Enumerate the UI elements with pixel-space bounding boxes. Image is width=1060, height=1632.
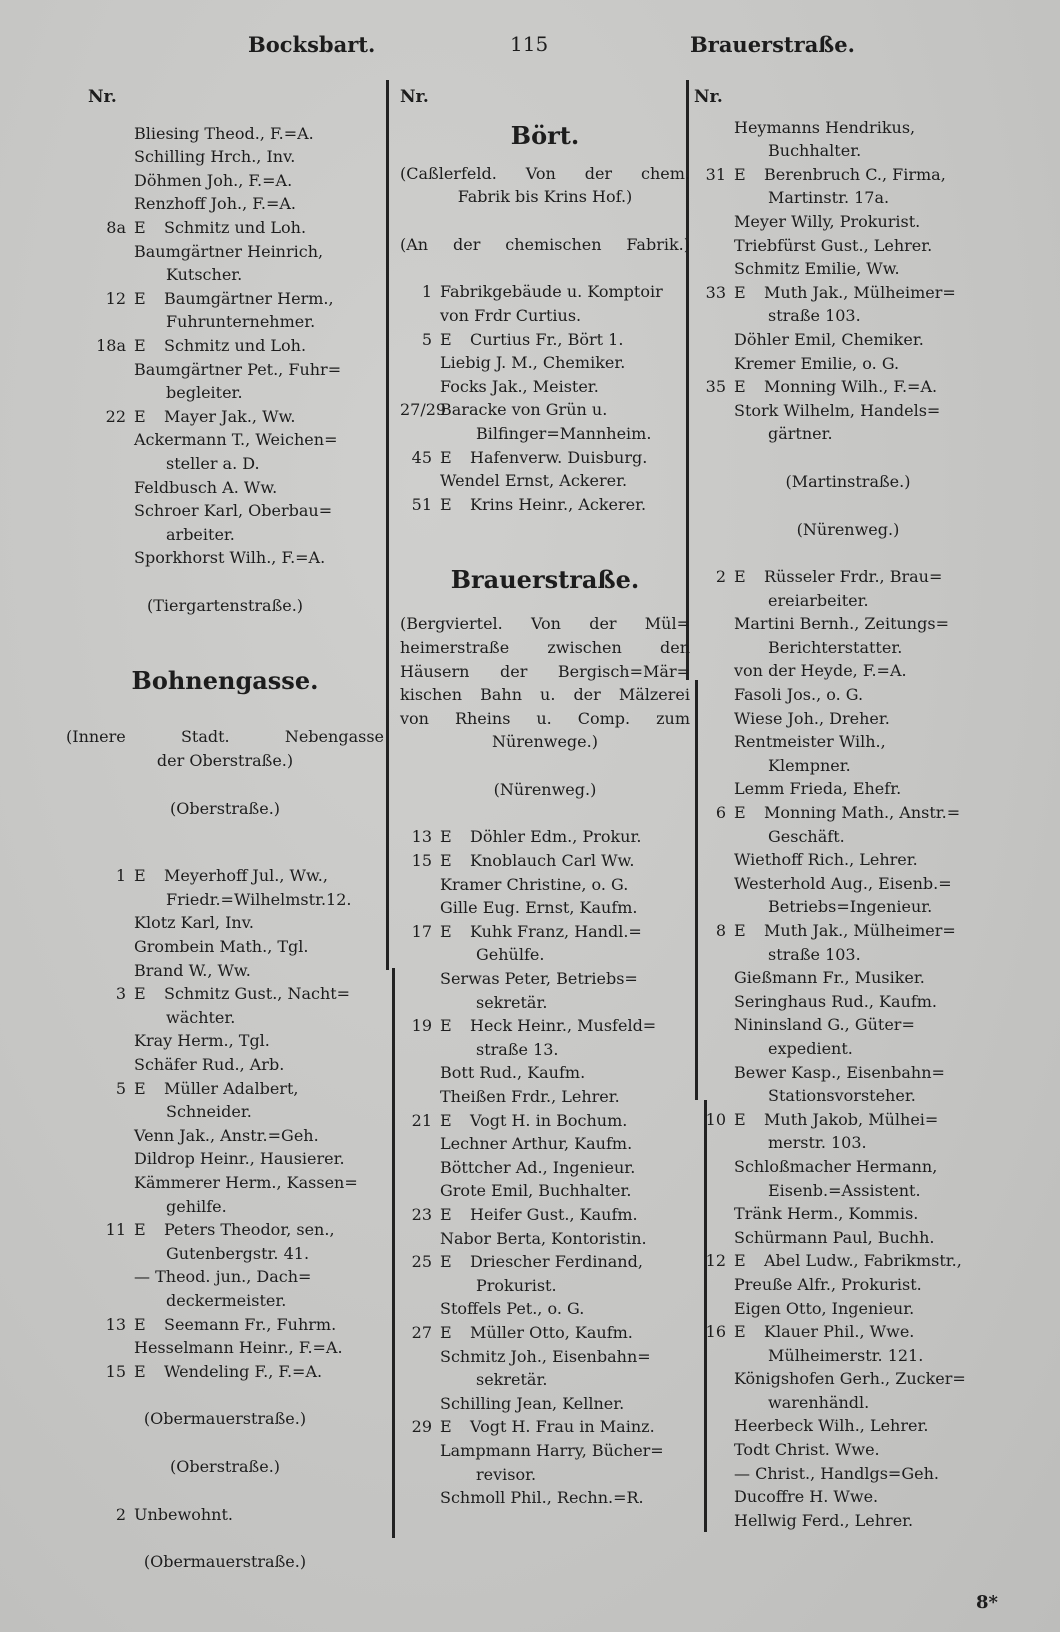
entry-continuation: Prokurist. (476, 1275, 557, 1295)
owner-mark: E (134, 406, 146, 426)
resident-entry: Gille Eug. Ernst, Kaufm. (440, 898, 638, 918)
address-entry (66, 405, 384, 429)
entry-text: Krins Heinr., Ackerer. (470, 494, 647, 514)
owner-mark: E (734, 282, 746, 302)
address-entry (400, 825, 690, 849)
resident-entry: Todt Christ. Wwe. (734, 1440, 880, 1460)
owner-mark: E (734, 1322, 746, 1342)
house-number: 13 (105, 1314, 126, 1334)
house-number: 2 (715, 567, 726, 587)
street-heading: Bohnengasse. (131, 666, 319, 696)
house-number: 22 (105, 406, 126, 426)
entry-continuation: Gutenbergstr. 41. (166, 1243, 310, 1263)
resident-entry: Baumgärtner Pet., Fuhr= (134, 359, 342, 379)
house-number: 5 (421, 329, 432, 349)
cross-street-note: Fabrik bis Krins Hof.) (457, 187, 633, 207)
resident-entry: — Theod. jun., Dach= (134, 1267, 312, 1287)
entry-continuation: revisor. (476, 1464, 537, 1484)
resident-entry: Seringhaus Rud., Kaufm. (734, 991, 938, 1011)
resident-entry: Schilling Jean, Kellner. (440, 1393, 625, 1413)
entry-text: Döhler Edm., Prokur. (470, 827, 642, 847)
resident-entry: Hesselmann Heinr., F.=A. (134, 1338, 343, 1358)
column-left (66, 86, 384, 1574)
entry-text: Monning Wilh., F.=A. (764, 377, 938, 397)
address-entry (400, 328, 690, 352)
house-number: 3 (115, 984, 126, 1004)
entry-continuation: Buchhalter. (768, 141, 862, 161)
resident-entry: Schmitz Joh., Eisenbahn= (440, 1346, 651, 1366)
address-entry (66, 1077, 384, 1101)
address-entry (694, 919, 1002, 943)
house-number: 35 (705, 377, 726, 397)
spacer (66, 1431, 384, 1455)
resident-entry: Eigen Otto, Ingenieur. (734, 1298, 915, 1318)
owner-mark: E (440, 447, 452, 467)
spacer (694, 494, 1002, 518)
spacer (400, 600, 690, 612)
cross-street-note: (Tiergartenstraße.) (146, 595, 304, 615)
house-number: 27 (411, 1322, 432, 1342)
resident-entry: Königshofen Gerh., Zucker= (734, 1369, 966, 1389)
entry-text: Berenbruch C., Firma, (764, 164, 946, 184)
entry-text: Abel Ludw., Fabrikmstr., (764, 1251, 962, 1271)
house-number: 12 (105, 288, 126, 308)
entry-continuation: Geschäft. (768, 826, 845, 846)
house-number: 15 (105, 1361, 126, 1381)
cross-street-note: Nürenwege.) (492, 732, 598, 752)
resident-entry: Gießmann Fr., Musiker. (734, 968, 925, 988)
address-entry (400, 446, 690, 470)
spacer (694, 541, 1002, 565)
entry-continuation: wächter. (166, 1007, 236, 1027)
resident-entry: Dildrop Heinr., Hausierer. (134, 1149, 345, 1169)
address-entry (694, 565, 1002, 589)
page-number: 115 (510, 32, 549, 56)
entry-continuation: Eisenb.=Assistent. (768, 1180, 921, 1200)
house-number: 27/29 (400, 400, 447, 420)
resident-entry: Lampmann Harry, Bücher= (440, 1440, 664, 1460)
street-description: Häusern der Bergisch=Mär= (400, 661, 690, 681)
entry-text: Hafenverw. Duisburg. (470, 447, 648, 467)
street-description: von Rheins u. Comp. zum (400, 708, 690, 728)
address-entry (400, 1109, 690, 1133)
owner-mark: E (134, 288, 146, 308)
street-heading: Brauerstraße. (450, 565, 640, 595)
entry-text: Driescher Ferdinand, (470, 1252, 643, 1272)
house-number: 11 (105, 1220, 126, 1240)
resident-entry: Ackermann T., Weichen= (134, 430, 338, 450)
entry-continuation: straße 103. (768, 944, 861, 964)
owner-mark: E (440, 1204, 452, 1224)
owner-mark: E (734, 803, 746, 823)
column-divider (392, 968, 395, 1538)
owner-mark: E (134, 1361, 146, 1381)
address-entry (400, 398, 690, 422)
column-label: Nr. (88, 87, 117, 107)
address-entry (400, 1250, 690, 1274)
resident-entry: Döhmen Joh., F.=A. (134, 170, 293, 190)
resident-entry: Tränk Herm., Kommis. (734, 1204, 919, 1224)
spacer (400, 209, 690, 233)
house-number: 13 (411, 827, 432, 847)
resident-entry: Serwas Peter, Betriebs= (440, 969, 638, 989)
street-heading: Bört. (510, 120, 580, 150)
house-number: 23 (411, 1204, 432, 1224)
owner-mark: E (440, 1016, 452, 1036)
resident-entry: Lechner Arthur, Kaufm. (440, 1134, 633, 1154)
entry-continuation: gehilfe. (166, 1196, 227, 1216)
resident-entry: Wiethoff Rich., Lehrer. (734, 850, 918, 870)
owner-mark: E (734, 164, 746, 184)
address-entry (66, 1360, 384, 1384)
entry-continuation: von Frdr Curtius. (440, 305, 582, 325)
entry-continuation: ereiarbeiter. (768, 590, 869, 610)
spacer (66, 570, 384, 594)
cross-street-note: (Martinstraße.) (785, 471, 911, 491)
street-description: heimerstraße zwischen den (400, 637, 690, 657)
entry-continuation: Schneider. (166, 1102, 252, 1122)
entry-text: Rüsseler Frdr., Brau= (764, 567, 943, 587)
resident-entry: Ducoffre H. Wwe. (734, 1487, 879, 1507)
running-head-left: Bocksbart. (248, 32, 376, 57)
entry-continuation: Fuhrunternehmer. (166, 312, 316, 332)
entry-text: Heifer Gust., Kaufm. (470, 1204, 638, 1224)
house-number: 51 (411, 494, 432, 514)
address-entry (694, 801, 1002, 825)
owner-mark: E (134, 984, 146, 1004)
resident-entry: Meyer Willy, Prokurist. (734, 211, 921, 231)
column-label: Nr. (694, 87, 723, 107)
resident-entry: Westerhold Aug., Eisenb.= (734, 873, 952, 893)
house-number: 25 (411, 1252, 432, 1272)
resident-entry: Heymanns Hendrikus, (734, 117, 916, 137)
entry-text: Curtius Fr., Bört 1. (470, 329, 624, 349)
cross-street-note: (Obermauerstraße.) (143, 1409, 307, 1429)
address-entry (400, 280, 690, 304)
entry-text: Müller Otto, Kaufm. (470, 1322, 633, 1342)
address-entry (694, 1108, 1002, 1132)
entry-continuation: expedient. (768, 1038, 853, 1058)
resident-entry: Nabor Berta, Kontoristin. (440, 1228, 647, 1248)
cross-street-note: (Oberstraße.) (169, 798, 281, 818)
entry-text: Heck Heinr., Musfeld= (470, 1016, 657, 1036)
entry-continuation: Berichterstatter. (768, 637, 903, 657)
entry-text: Unbewohnt. (134, 1504, 233, 1524)
resident-entry: Wiese Joh., Dreher. (734, 708, 890, 728)
entry-continuation: Kutscher. (166, 265, 243, 285)
resident-entry: Brand W., Ww. (134, 960, 251, 980)
street-description: (Bergviertel. Von der Mül= (400, 614, 690, 634)
entry-text: Mayer Jak., Ww. (164, 406, 296, 426)
street-description: (An der chemischen Fabrik.) (400, 234, 690, 254)
resident-entry: Heerbeck Wilh., Lehrer. (734, 1416, 929, 1436)
entry-text: Monning Math., Anstr.= (764, 803, 961, 823)
resident-entry: Preuße Alfr., Prokurist. (734, 1274, 922, 1294)
running-head-right: Brauerstraße. (690, 32, 855, 57)
house-number: 15 (411, 851, 432, 871)
entry-continuation: Friedr.=Wilhelmstr.12. (166, 889, 352, 909)
entry-text: Müller Adalbert, (164, 1078, 299, 1098)
cross-street-note: (Oberstraße.) (169, 1456, 281, 1476)
resident-entry: Wendel Ernst, Ackerer. (440, 471, 628, 491)
entry-text: Seemann Fr., Fuhrm. (164, 1314, 337, 1334)
spacer (66, 773, 384, 797)
house-number: 6 (715, 803, 726, 823)
entry-text: Vogt H. in Bochum. (470, 1110, 628, 1130)
spacer (400, 516, 690, 560)
resident-entry: Klotz Karl, Inv. (134, 913, 254, 933)
spacer (400, 256, 690, 280)
owner-mark: E (134, 335, 146, 355)
resident-entry: Döhler Emil, Chemiker. (734, 329, 924, 349)
owner-mark: E (134, 1314, 146, 1334)
resident-entry: Schilling Hrch., Inv. (134, 147, 296, 167)
house-number: 5 (115, 1078, 126, 1098)
cross-street-note: (Nürenweg.) (493, 779, 597, 799)
owner-mark: E (134, 217, 146, 237)
address-entry (66, 334, 384, 358)
owner-mark: E (734, 1109, 746, 1129)
entry-continuation: begleiter. (166, 383, 243, 403)
resident-entry: Bliesing Theod., F.=A. (134, 123, 314, 143)
owner-mark: E (440, 1252, 452, 1272)
address-entry (400, 493, 690, 517)
entry-text: Klauer Phil., Wwe. (764, 1322, 915, 1342)
house-number: 12 (705, 1251, 726, 1271)
resident-entry: Fasoli Jos., o. G. (734, 685, 864, 705)
street-description: (Caßlerfeld. Von der chem. (400, 163, 690, 183)
address-entry (694, 1249, 1002, 1273)
entry-continuation: straße 13. (476, 1039, 559, 1059)
spacer (66, 820, 384, 864)
house-number: 21 (411, 1110, 432, 1130)
cross-street-note: (Nürenweg.) (796, 519, 900, 539)
entry-continuation: Mülheimerstr. 121. (768, 1345, 924, 1365)
column-divider (386, 80, 389, 970)
street-description: kischen Bahn u. der Mälzerei (400, 685, 690, 705)
entry-text: Wendeling F., F.=A. (164, 1361, 323, 1381)
resident-entry: Grombein Math., Tgl. (134, 937, 309, 957)
spacer (400, 801, 690, 825)
house-number: 18a (96, 335, 126, 355)
resident-entry: Rentmeister Wilh., (734, 732, 886, 752)
resident-entry: Bewer Kasp., Eisenbahn= (734, 1062, 945, 1082)
house-number: 16 (705, 1322, 726, 1342)
resident-entry: Schmitz Emilie, Ww. (734, 259, 900, 279)
address-entry (694, 281, 1002, 305)
spacer (66, 701, 384, 725)
resident-entry: Grote Emil, Buchhalter. (440, 1181, 632, 1201)
cross-street-note: (Obermauerstraße.) (143, 1552, 307, 1572)
address-entry (694, 1320, 1002, 1344)
address-entry (400, 1321, 690, 1345)
entry-text: Muth Jakob, Mülhei= (764, 1109, 939, 1129)
house-number: 8a (106, 217, 126, 237)
resident-entry: Renzhoff Joh., F.=A. (134, 194, 296, 214)
owner-mark: E (734, 921, 746, 940)
owner-mark: E (440, 851, 452, 871)
resident-entry: Stork Wilhelm, Handels= (734, 400, 941, 420)
entry-continuation: Bilfinger=Mannheim. (476, 423, 652, 443)
address-entry (694, 375, 1002, 399)
resident-entry: Venn Jak., Anstr.=Geh. (134, 1125, 319, 1145)
entry-text: Schmitz und Loh. (164, 217, 307, 237)
entry-text: Fabrikgebäude u. Komptoir (440, 282, 663, 302)
owner-mark: E (440, 921, 452, 941)
spacer (400, 754, 690, 778)
address-entry (400, 849, 690, 873)
address-entry (66, 982, 384, 1006)
house-number: 1 (421, 282, 432, 302)
resident-entry: Hellwig Ferd., Lehrer. (734, 1510, 914, 1530)
resident-entry: Kramer Christine, o. G. (440, 874, 629, 894)
address-entry (400, 1203, 690, 1227)
address-entry (66, 864, 384, 888)
address-entry (66, 1218, 384, 1242)
address-entry (66, 287, 384, 311)
column-label: Nr. (400, 87, 429, 107)
entry-continuation: Betriebs=Ingenieur. (768, 897, 933, 917)
house-number: 45 (411, 447, 432, 467)
house-number: 2 (115, 1504, 126, 1524)
entry-text: Muth Jak., Mülheimer= (764, 921, 956, 940)
resident-entry: Stoffels Pet., o. G. (440, 1299, 585, 1319)
resident-entry: Kremer Emilie, o. G. (734, 353, 900, 373)
resident-entry: Theißen Frdr., Lehrer. (440, 1087, 620, 1106)
resident-entry: Schürmann Paul, Buchh. (734, 1227, 935, 1247)
owner-mark: E (440, 1322, 452, 1342)
signature-mark: 8* (976, 1592, 998, 1613)
resident-entry: Liebig J. M., Chemiker. (440, 353, 626, 373)
owner-mark: E (440, 329, 452, 349)
house-number: 1 (115, 866, 126, 886)
resident-entry: Focks Jak., Meister. (440, 376, 599, 396)
entry-continuation: merstr. 103. (768, 1133, 867, 1153)
column-middle (400, 86, 690, 1510)
address-entry (400, 1014, 690, 1038)
address-entry (66, 1503, 384, 1527)
house-number: 29 (411, 1417, 432, 1437)
resident-entry: von der Heyde, F.=A. (734, 661, 907, 681)
resident-entry: — Christ., Handlgs=Geh. (734, 1463, 939, 1483)
owner-mark: E (440, 1110, 452, 1130)
resident-entry: Schmoll Phil., Rechn.=R. (440, 1488, 644, 1508)
resident-entry: Triebfürst Gust., Lehrer. (734, 235, 933, 255)
house-number: 33 (705, 282, 726, 302)
resident-entry: Baumgärtner Heinrich, (134, 241, 324, 261)
entry-text: Vogt H. Frau in Mainz. (470, 1417, 655, 1437)
resident-entry: Kray Herm., Tgl. (134, 1031, 270, 1051)
spacer (694, 446, 1002, 470)
owner-mark: E (134, 866, 146, 886)
owner-mark: E (134, 1078, 146, 1098)
resident-entry: Feldbusch A. Ww. (134, 477, 278, 497)
entry-text: Schmitz Gust., Nacht= (164, 984, 351, 1004)
house-number: 10 (705, 1109, 726, 1129)
house-number: 8 (715, 921, 726, 940)
address-entry (694, 163, 1002, 187)
owner-mark: E (440, 494, 452, 514)
entry-continuation: sekretär. (476, 992, 548, 1012)
column-right (694, 86, 1002, 1532)
address-entry (66, 1313, 384, 1337)
entry-text: Knoblauch Carl Ww. (470, 851, 635, 871)
owner-mark: E (134, 1220, 146, 1240)
entry-text: Baumgärtner Herm., (164, 288, 334, 308)
street-description: (Innere Stadt. Nebengasse (66, 727, 384, 747)
entry-continuation: Gehülfe. (476, 945, 545, 965)
resident-entry: Lemm Frieda, Ehefr. (734, 779, 902, 799)
entry-continuation: Stationsvorsteher. (768, 1086, 916, 1106)
entry-text: Baracke von Grün u. (440, 400, 608, 420)
house-number: 19 (411, 1016, 432, 1036)
spacer (66, 1526, 384, 1550)
entry-text: Muth Jak., Mülheimer= (764, 282, 956, 302)
house-number: 31 (705, 164, 726, 184)
entry-continuation: steller a. D. (166, 453, 260, 473)
cross-street-note: der Oberstraße.) (156, 751, 294, 771)
entry-text: Meyerhoff Jul., Ww., (164, 866, 328, 886)
entry-continuation: arbeiter. (166, 524, 235, 544)
spacer (66, 110, 384, 122)
resident-entry: Kämmerer Herm., Kassen= (134, 1172, 358, 1192)
owner-mark: E (734, 567, 746, 587)
spacer (66, 617, 384, 661)
owner-mark: E (440, 827, 452, 847)
entry-text: Schmitz und Loh. (164, 335, 307, 355)
address-entry (400, 1415, 690, 1439)
entry-continuation: straße 103. (768, 306, 861, 326)
address-entry (66, 216, 384, 240)
resident-entry: Schroer Karl, Oberbau= (134, 501, 333, 521)
spacer (66, 1479, 384, 1503)
entry-text: Kuhk Franz, Handl.= (470, 921, 642, 941)
entry-continuation: Martinstr. 17a. (768, 188, 890, 208)
entry-continuation: Klempner. (768, 755, 851, 775)
house-number: 17 (411, 921, 432, 941)
entry-continuation: gärtner. (768, 424, 833, 444)
owner-mark: E (440, 1417, 452, 1437)
resident-entry: Schäfer Rud., Arb. (134, 1055, 285, 1074)
owner-mark: E (734, 377, 746, 397)
entry-continuation: deckermeister. (166, 1290, 287, 1310)
resident-entry: Martini Bernh., Zeitungs= (734, 614, 949, 634)
owner-mark: E (734, 1251, 746, 1271)
entry-text: Peters Theodor, sen., (164, 1220, 335, 1240)
resident-entry: Böttcher Ad., Ingenieur. (440, 1157, 636, 1177)
resident-entry: Sporkhorst Wilh., F.=A. (134, 548, 326, 568)
resident-entry: Bott Rud., Kaufm. (440, 1063, 586, 1083)
resident-entry: Schloßmacher Hermann, (734, 1156, 938, 1176)
address-entry (400, 920, 690, 944)
entry-continuation: warenhändl. (768, 1392, 870, 1412)
entry-continuation: sekretär. (476, 1370, 548, 1390)
resident-entry: Nininsland G., Güter= (734, 1015, 915, 1035)
spacer (66, 1383, 384, 1407)
